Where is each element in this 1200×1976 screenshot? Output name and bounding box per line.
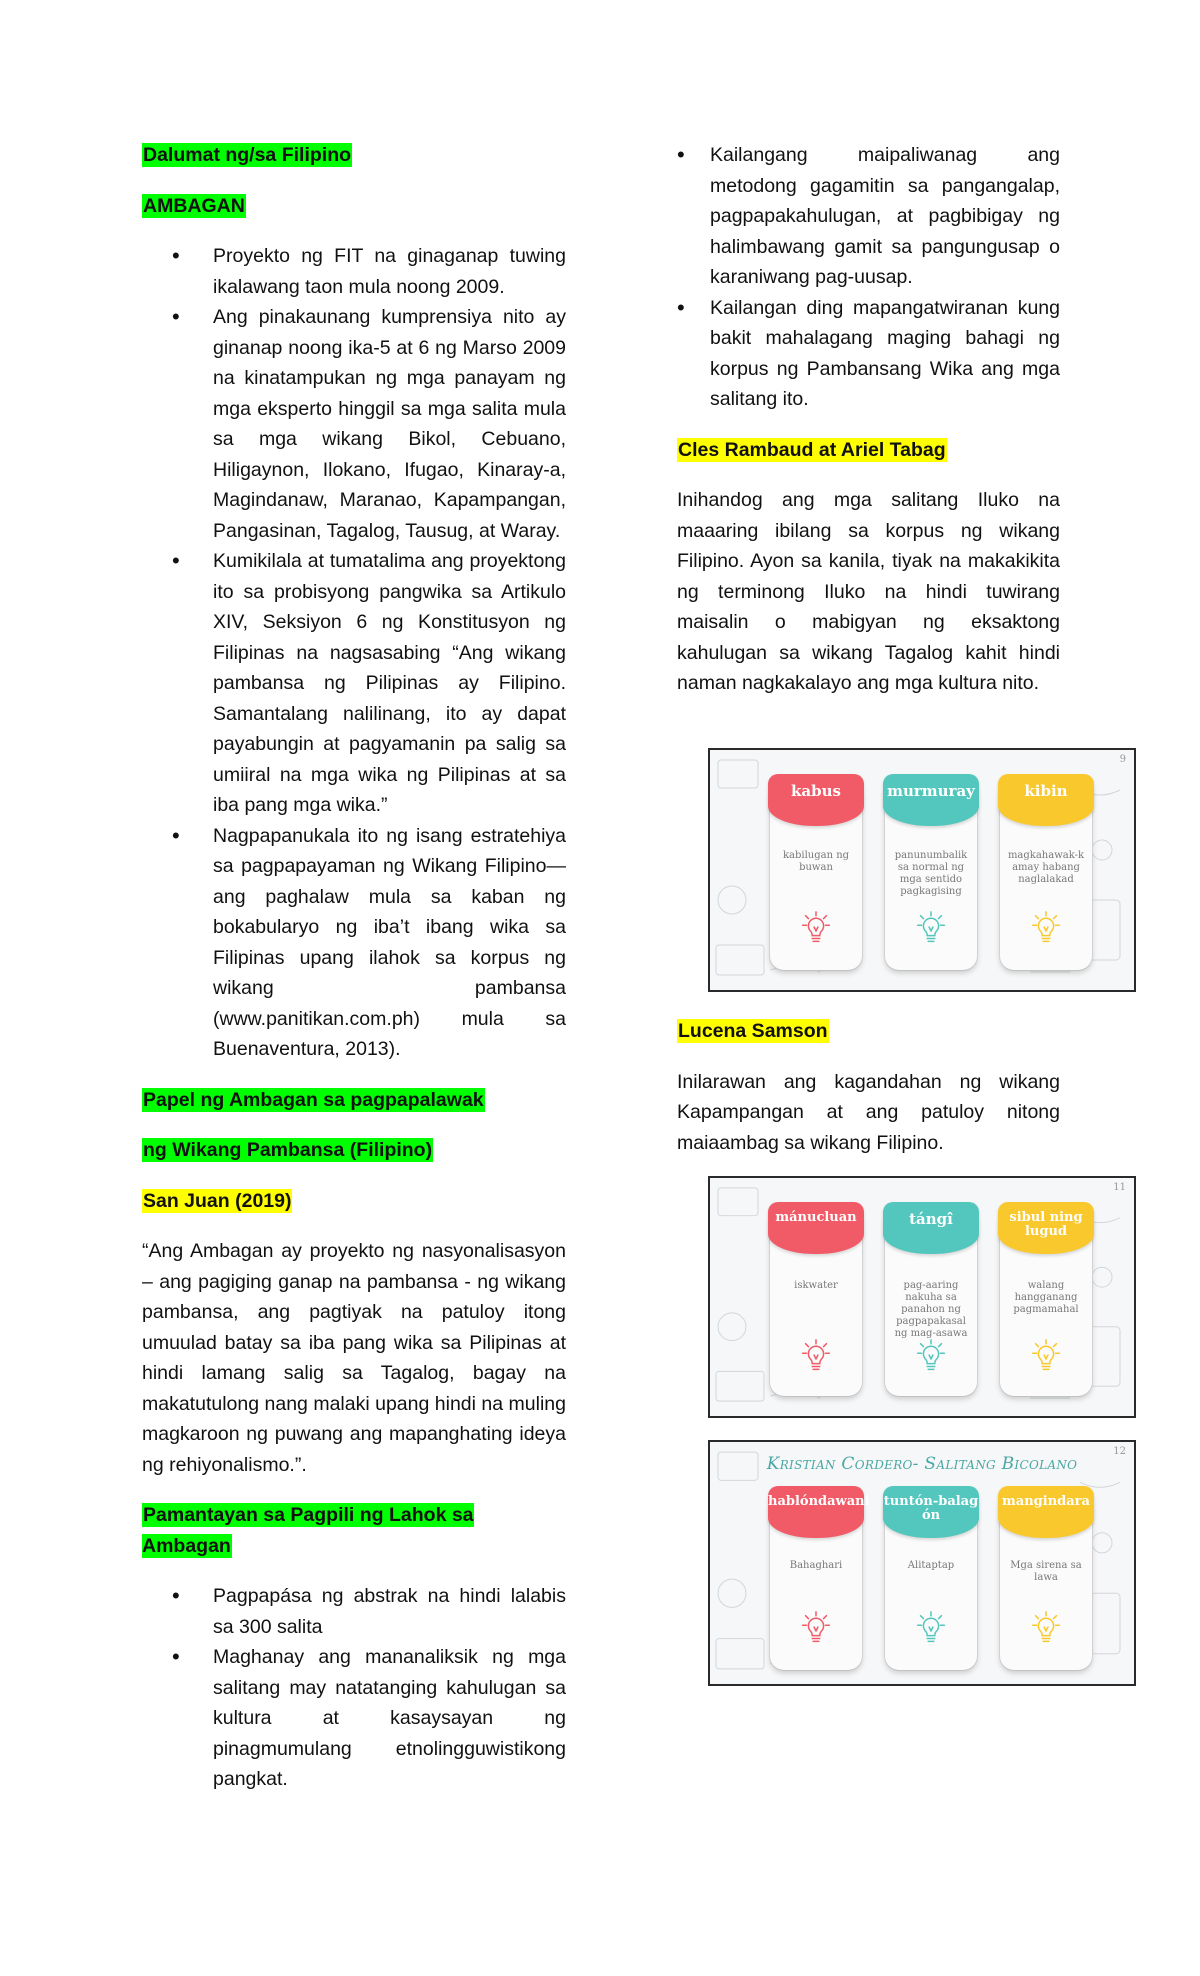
word-card [1000, 1492, 1092, 1670]
right-bullet-list [677, 140, 1060, 415]
lightbulb-icon [912, 910, 950, 948]
word-card [885, 1208, 977, 1396]
heading-papel: Papel ng Ambagan sa pagpapalawak [143, 1088, 484, 1111]
lightbulb-icon [1027, 1338, 1065, 1376]
slide-iluko-words [708, 748, 1136, 992]
left-column [142, 140, 566, 1795]
word-card [770, 1208, 862, 1396]
list-item: • Proyekto ng FIT na ginaganap tuwing ikalawang taon mula noong 2009. [142, 241, 566, 302]
word-card-term: mangindara [1002, 1494, 1090, 1509]
word-card-term: hablóndawani [768, 1494, 870, 1509]
slide-title: Kristian Cordero- Salitang Bicolano [766, 1454, 1078, 1474]
list-item: • Maghanay ang mananaliksik ng mga salitang may natatanging kahulugan sa kultura at kasaysayan ng pinagmumulang etnolingguwistikong pangkat. [142, 1642, 566, 1795]
lightbulb-icon [912, 1338, 950, 1376]
list-item: • Pagpapása ng abstrak na hindi lalabis sa 300 salita [142, 1581, 566, 1642]
word-card-term: murmuray [887, 782, 975, 800]
slide-bicolano-words [708, 1440, 1136, 1686]
lightbulb-icon [797, 1610, 835, 1648]
word-card-header [883, 1202, 979, 1254]
word-card-header [883, 1486, 979, 1538]
word-card-term: tuntón-balag ón [883, 1494, 979, 1523]
samson-paragraph: Inilarawan ang kagandahan ng wikang Kapampangan at ang patuloy nitong maiaambag sa wikang Filipino. [677, 1070, 1060, 1154]
word-card-meaning: magkahawak-k amay habang naglalakad [1007, 850, 1085, 885]
heading-dalumat: Dalumat ng/sa Filipino [143, 144, 352, 166]
slide-kapampangan-words [708, 1176, 1136, 1418]
ambagan-bullet-list [142, 241, 566, 1065]
heading-san-juan: San Juan (2019) [143, 1189, 292, 1212]
word-card-header [768, 774, 864, 826]
right-column [677, 140, 1060, 699]
word-card-meaning: Alitaptap [907, 1560, 955, 1571]
word-card-header [998, 774, 1094, 826]
word-card [1000, 1208, 1092, 1396]
lightbulb-icon [797, 1338, 835, 1376]
word-card-term: tángî [909, 1210, 953, 1228]
right-column-lower [677, 1016, 1060, 1158]
heading-ambagan: AMBAGAN [143, 194, 245, 217]
lightbulb-icon [912, 1610, 950, 1648]
list-item: • Kailangang maipaliwanag ang metodong gagamitin sa pangangalap, pagpapakahulugan, at pagbibigay ng halimbawang gamit sa pangungusap o karaniwang pag-uusap. [677, 140, 1060, 293]
word-card-meaning: kabilugan ng buwan [782, 850, 850, 873]
list-item: • Ang pinakaunang kumprensiya nito ay ginanap noong ika-5 at 6 ng Marso 2009 na kinatampukan ng mga panayam ng mga eksperto hinggil sa mga salita mula sa mga wikang Bikol, Cebuano, Hiligaynon, Ilokano, Ifugao, Kinaray-a, Magindanaw, Maranao, Kapampangan, Pangasinan, Tagalog, Tausug, at Waray. [142, 302, 566, 546]
slide-number: 11 [1113, 1182, 1126, 1193]
slide-number: 12 [1113, 1446, 1126, 1457]
heading-pamantayan: Pamantayan sa Pagpili ng Lahok sa Ambagan [142, 1504, 474, 1557]
word-card [885, 780, 977, 970]
lightbulb-icon [1027, 1610, 1065, 1648]
list-item: • Kumikilala at tumatalima ang proyektong ito sa probisyong pangwika sa Artikulo XIV, Seksiyon 6 ng Konstitusyon ng Filipinas na nagsasabing “Ang wikang pambansa ng Pilipinas ay Filipino. Samantalang nalilinang, ito ay dapat payabungin at pagyamanin pa salig sa umiiral na mga wika ng Pilipinas at sa iba pang mga wika.” [142, 546, 566, 821]
word-card-meaning: Bahaghari [789, 1560, 843, 1571]
rambaud-paragraph: Inihandog ang mga salitang Iluko na maaaring ibilang sa korpus ng wikang Filipino. Ayon sa kanila, tiyak na makakikita ng terminong Iluko na hindi tuwirang maisalin o mabigyan ng eksaktong kahulugan sa wikang Tagalog kahit hindi naman nagkakalayo ang mga kultura nito. [677, 489, 1060, 694]
lightbulb-icon [1027, 910, 1065, 948]
pamantayan-bullet-list [142, 1581, 566, 1795]
word-card-header [998, 1202, 1094, 1254]
word-card-meaning: iskwater [794, 1280, 838, 1291]
heading-lucena-samson: Lucena Samson [678, 1020, 828, 1042]
word-card-header [883, 774, 979, 826]
word-card-header [768, 1202, 864, 1254]
list-item: • Kailangan ding mapangatwiranan kung bakit mahalagang maging bahagi ng korpus ng Pambansang Wika ang mga salitang ito. [677, 293, 1060, 415]
word-card-term: kibin [1024, 782, 1068, 800]
word-card [1000, 780, 1092, 970]
heading-rambaud-tabag: Cles Rambaud at Ariel Tabag [678, 438, 946, 461]
word-card-header [998, 1486, 1094, 1538]
word-card [770, 780, 862, 970]
word-card-header [768, 1486, 870, 1538]
word-card-term: sibul ning lugud [1009, 1210, 1083, 1239]
heading-wikang-pambansa: ng Wikang Pambansa (Filipino) [143, 1139, 433, 1161]
word-card-term: mánucluan [775, 1210, 857, 1225]
san-juan-quote: “Ang Ambagan ay proyekto ng nasyonalisasyon – ang pagiging ganap na pambansa - ng wikang pambansa, ang pagtiyak na patuloy itong umuulad batay sa iba pang wika sa Pilipinas at hindi lamang salig sa Tagalog, bagay na makatutulong nang malaki upang hindi na muling magkaroon ng puwang ang mapanghating ideya ng rehiyonalismo.”. [142, 1240, 566, 1476]
word-card-term: kabus [791, 782, 841, 800]
lightbulb-icon [797, 910, 835, 948]
word-card-meaning: pag-aaring nakuha sa panahon ng pagpapakasal ng mag-asawa [894, 1280, 968, 1339]
word-card [885, 1492, 977, 1670]
word-card [768, 1492, 870, 1670]
list-item: • Nagpapanukala ito ng isang estratehiya sa pagpapayaman ng Wikang Filipino—ang paghalaw mula sa kaban ng bokabularyo ng iba’t ibang wika sa Filipinas upang ilahok sa korpus ng wikang pambansa (www.panitikan.com.ph) mula sa Buenaventura, 2013). [142, 821, 566, 1065]
word-card-meaning: walang hangganang pagmamahal [1013, 1280, 1079, 1315]
slide-number: 9 [1119, 754, 1126, 765]
word-card-meaning: panunumbalik sa normal ng mga sentido pagkagising [894, 850, 968, 897]
word-card-meaning: Mga sirena sa lawa [1010, 1560, 1082, 1583]
